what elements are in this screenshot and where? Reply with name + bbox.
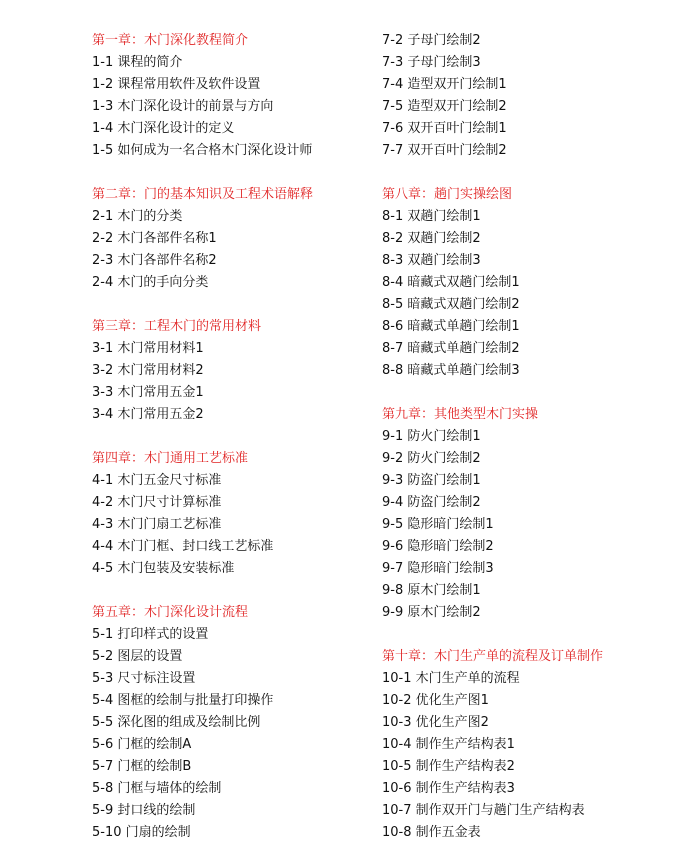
lesson-item: 1-1 课程的简介: [92, 55, 183, 70]
lesson-item: 7-4 造型双开门绘制1: [382, 77, 507, 92]
lesson-item: 4-2 木门尺寸计算标准: [92, 495, 222, 510]
lesson-item: 8-2 双趟门绘制2: [382, 231, 481, 246]
lesson-item: 5-4 图框的绘制与批量打印操作: [92, 693, 274, 708]
chapter-block: [382, 404, 682, 624]
lesson-item: 7-3 子母门绘制3: [382, 55, 481, 70]
lesson-item: 1-3 木门深化设计的前景与方向: [92, 99, 274, 114]
chapter-block: [382, 184, 682, 382]
lesson-item: 5-3 尺寸标注设置: [92, 671, 196, 686]
lesson-item: 2-4 木门的手向分类: [92, 275, 209, 290]
lesson-item: 9-4 防盗门绘制2: [382, 495, 481, 510]
lesson-item: 3-2 木门常用材料2: [92, 363, 204, 378]
lesson-item: 10-1 木门生产单的流程: [382, 671, 520, 686]
lesson-item: 10-6 制作生产结构表3: [382, 781, 515, 796]
chapter-block: [92, 316, 372, 426]
lesson-item: 10-5 制作生产结构表2: [382, 759, 515, 774]
toc-column-right: [382, 30, 682, 844]
lesson-item: 5-9 封口线的绘制: [92, 803, 196, 818]
lesson-item: 9-1 防火门绘制1: [382, 429, 481, 444]
chapter-heading: 第三章：工程木门的常用材料: [92, 319, 262, 334]
lesson-item: 9-2 防火门绘制2: [382, 451, 481, 466]
chapter-block: [382, 646, 682, 844]
lesson-item: 5-1 打印样式的设置: [92, 627, 209, 642]
lesson-item: 5-7 门框的绘制B: [92, 759, 192, 774]
lesson-item: 10-3 优化生产图2: [382, 715, 489, 730]
chapter-block: [92, 448, 372, 580]
lesson-item: 4-4 木门门框、封口线工艺标准: [92, 539, 274, 554]
lesson-item: 5-6 门框的绘制A: [92, 737, 192, 752]
lesson-item: 8-1 双趟门绘制1: [382, 209, 481, 224]
lesson-item: 3-1 木门常用材料1: [92, 341, 204, 356]
lesson-item: 8-7 暗藏式单趟门绘制2: [382, 341, 520, 356]
lesson-item: 9-8 原木门绘制1: [382, 583, 481, 598]
lesson-item: 9-7 隐形暗门绘制3: [382, 561, 494, 576]
chapter-block: [92, 602, 372, 844]
lesson-item: 1-2 课程常用软件及软件设置: [92, 77, 261, 92]
lesson-item: 9-3 防盗门绘制1: [382, 473, 481, 488]
lesson-item: 2-3 木门各部件名称2: [92, 253, 217, 268]
lesson-item: 8-4 暗藏式双趟门绘制1: [382, 275, 520, 290]
lesson-item: 5-2 图层的设置: [92, 649, 183, 664]
toc-column-left: [92, 30, 372, 844]
chapter-heading: 第八章：趟门实操绘图: [382, 187, 513, 202]
lesson-item: 4-3 木门门扇工艺标准: [92, 517, 222, 532]
lesson-item: 7-7 双开百叶门绘制2: [382, 143, 507, 158]
lesson-item: 2-2 木门各部件名称1: [92, 231, 217, 246]
lesson-item: 5-10 门扇的绘制: [92, 825, 191, 840]
chapter-heading: 第五章：木门深化设计流程: [92, 605, 249, 620]
chapter-heading: 第二章：门的基本知识及工程术语解释: [92, 187, 314, 202]
lesson-item: 9-9 原木门绘制2: [382, 605, 481, 620]
lesson-item: 10-2 优化生产图1: [382, 693, 489, 708]
lesson-item: 9-5 隐形暗门绘制1: [382, 517, 494, 532]
lesson-item: 1-4 木门深化设计的定义: [92, 121, 235, 136]
lesson-item: 5-8 门框与墙体的绘制: [92, 781, 222, 796]
chapter-block: [92, 184, 372, 294]
lesson-item: 8-6 暗藏式单趟门绘制1: [382, 319, 520, 334]
chapter-heading: 第一章：木门深化教程简介: [92, 33, 249, 48]
chapter-block: [92, 30, 372, 162]
chapter-heading: 第四章：木门通用工艺标准: [92, 451, 249, 466]
lesson-item: 4-5 木门包装及安装标准: [92, 561, 235, 576]
lesson-item: 1-5 如何成为一名合格木门深化设计师: [92, 143, 313, 158]
lesson-item: 3-4 木门常用五金2: [92, 407, 204, 422]
chapter-heading: 第九章：其他类型木门实操: [382, 407, 539, 422]
chapter-heading: 第十章：木门生产单的流程及订单制作: [382, 649, 604, 664]
chapter-block: [382, 30, 682, 162]
lesson-item: 10-4 制作生产结构表1: [382, 737, 515, 752]
lesson-item: 7-2 子母门绘制2: [382, 33, 481, 48]
lesson-item: 8-5 暗藏式双趟门绘制2: [382, 297, 520, 312]
lesson-item: 8-3 双趟门绘制3: [382, 253, 481, 268]
lesson-item: 7-6 双开百叶门绘制1: [382, 121, 507, 136]
lesson-item: 3-3 木门常用五金1: [92, 385, 204, 400]
lesson-item: 10-8 制作五金表: [382, 825, 481, 840]
lesson-item: 8-8 暗藏式单趟门绘制3: [382, 363, 520, 378]
lesson-item: 2-1 木门的分类: [92, 209, 183, 224]
lesson-item: 5-5 深化图的组成及绘制比例: [92, 715, 261, 730]
lesson-item: 9-6 隐形暗门绘制2: [382, 539, 494, 554]
lesson-item: 7-5 造型双开门绘制2: [382, 99, 507, 114]
lesson-item: 10-7 制作双开门与趟门生产结构表: [382, 803, 585, 818]
lesson-item: 4-1 木门五金尺寸标准: [92, 473, 222, 488]
